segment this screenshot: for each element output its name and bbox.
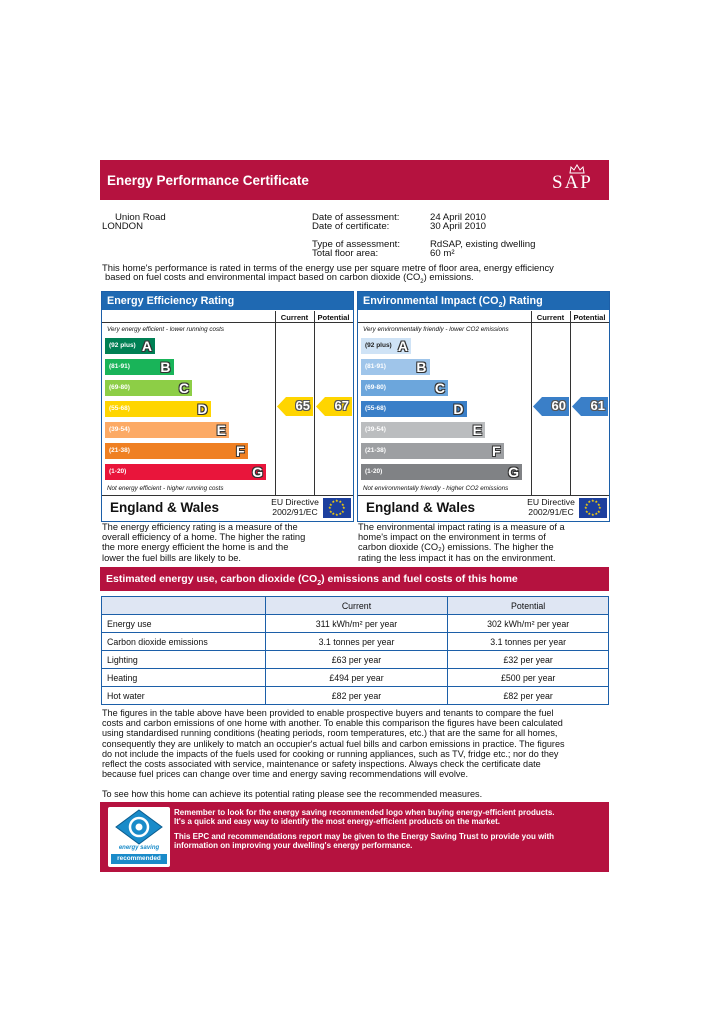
current-rating-arrow — [277, 397, 313, 416]
date-of-assessment-label: Date of assessment: — [312, 212, 400, 223]
footer-text-2 — [174, 832, 554, 850]
efficiency-desc-line: overall efficiency of a home. The higher the rating — [102, 532, 306, 543]
band-range: (1-20) — [365, 468, 383, 475]
efficiency-top-caption: Very energy efficient - lower running costs — [107, 326, 225, 333]
sap-logo — [552, 164, 604, 196]
band-letter: A — [397, 338, 408, 354]
band-range: (55-68) — [365, 405, 386, 412]
row-current: £63 per year — [265, 651, 448, 669]
energy-efficiency-panel — [101, 291, 354, 522]
sap-logo-text: SAP — [552, 172, 593, 193]
environmental-title-b: ) Rating — [502, 295, 543, 307]
row-current: £494 per year — [265, 669, 448, 687]
type-of-assessment-label: Type of assessment: — [312, 239, 400, 250]
table-row — [102, 669, 609, 687]
table-header — [102, 597, 266, 615]
date-of-certificate-value: 30 April 2010 — [430, 221, 487, 232]
explanation-line: because fuel prices can change over time and energy saving recommendations will evolve. — [102, 769, 468, 780]
footer-text-1 — [174, 808, 555, 826]
table-row — [102, 687, 609, 705]
row-potential: £82 per year — [448, 687, 609, 705]
rating-band-e — [105, 422, 229, 438]
band-letter: A — [141, 338, 152, 354]
band-letter: F — [491, 443, 501, 459]
estimate-banner-text — [106, 573, 518, 587]
rating-band-c — [361, 380, 448, 396]
band-letter: C — [178, 380, 189, 396]
energy-saving-swirl-icon — [110, 808, 168, 846]
efficiency-potential-header: Potential — [317, 313, 350, 322]
band-letter: G — [252, 464, 263, 480]
row-potential: £32 per year — [448, 651, 609, 669]
estimate-banner — [100, 567, 609, 591]
header-banner — [100, 160, 609, 200]
page-title: Energy Performance Certificate — [107, 173, 309, 188]
potential-note: To see how this home can achieve its potential rating please see the recommended measures. — [102, 789, 483, 799]
band-letter: G — [508, 464, 519, 480]
potential-rating-arrow — [572, 397, 608, 416]
band-letter: C — [434, 380, 445, 396]
environmental-region: England & Wales — [366, 500, 476, 515]
intro-line-2 — [105, 272, 474, 287]
footer-banner — [100, 802, 609, 872]
explanation-line: consequently they are unlikely to match an occupier's actual fuel bills and carbon emissions in practice. The figures — [102, 738, 565, 749]
efficiency-bottom-caption: Not energy efficient - higher running costs — [107, 485, 224, 492]
band-letter: E — [216, 422, 226, 438]
environmental-directive-line-1: EU Directive — [527, 497, 575, 507]
intro-co2-subscript: 2 — [420, 278, 424, 285]
explanation-line: reflect the costs associated with service, maintenance or safety inspections. Always check the certificate date — [102, 759, 541, 770]
table-row — [102, 651, 609, 669]
environmental-title-sub: 2 — [498, 302, 503, 310]
row-label: Carbon dioxide emissions — [102, 633, 266, 651]
eu-flag-icon: ★ ★ ★ ★ ★ ★ ★ ★ ★ ★ ★ ★ — [323, 498, 351, 518]
rating-band-d — [105, 401, 211, 417]
efficiency-desc-line: the more energy efficient the home is and the — [102, 542, 289, 553]
environment-desc-line: rating the less impact it has on the environment. — [358, 552, 556, 563]
environmental-impact-title — [358, 292, 609, 310]
table-row — [102, 633, 609, 651]
estimate-text-sub: 2 — [317, 580, 322, 588]
band-range: (21-38) — [109, 447, 130, 454]
rating-band-a — [105, 338, 155, 354]
efficiency-eu-directive — [268, 497, 322, 517]
estimate-text-b: ) emissions and fuel costs of this home — [321, 573, 518, 585]
rating-band-b — [105, 359, 174, 375]
table-row — [102, 615, 609, 633]
costs-table — [101, 596, 609, 705]
environment-desc-line: home's impact on the environment in terms of — [358, 532, 546, 543]
band-letter: E — [472, 422, 482, 438]
explanation-line: using standardised running conditions (heating periods, room temperatures, etc.) that are the same for all homes, — [102, 728, 558, 739]
efficiency-directive-line-2: 2002/91/EC — [272, 507, 318, 517]
address-line-2: LONDON — [102, 221, 144, 232]
table-header-row — [102, 597, 609, 615]
potential-rating-arrow — [316, 397, 352, 416]
band-range: (92 plus) — [365, 342, 392, 349]
intro-line-2b: ) emissions. — [423, 271, 474, 282]
environment-desc-line: carbon dioxide (CO₂) emissions. The higher the — [358, 542, 554, 553]
energy-saving-recommended-logo — [108, 807, 170, 867]
intro-line-1: This home's performance is rated in terms of the energy use per square metre of floor area, energy efficiency — [102, 262, 554, 273]
efficiency-region: England & Wales — [110, 500, 220, 515]
band-range: (39-54) — [365, 426, 386, 433]
rating-band-f — [361, 443, 504, 459]
explanation-line: The figures in the table above have been provided to enable prospective buyers and tenants to compare the fuel — [102, 708, 554, 718]
logo-line-1: energy saving — [118, 845, 160, 851]
row-current: 311 kWh/m² per year — [265, 615, 448, 633]
explanation-line: costs and carbon emissions of one home with another. To enable this comparison the figures have been calculated — [102, 718, 563, 729]
current-rating-value: 60 — [551, 398, 566, 413]
row-label: Energy use — [102, 615, 266, 633]
band-range: (69-80) — [109, 384, 130, 391]
table-header: Potential — [448, 597, 609, 615]
current-rating-value: 65 — [295, 398, 310, 413]
row-label: Lighting — [102, 651, 266, 669]
band-range: (81-91) — [109, 363, 130, 370]
row-current: 3.1 tonnes per year — [265, 633, 448, 651]
potential-rating-value: 67 — [334, 398, 349, 413]
footer-text-1a: Remember to look for the energy saving recommended logo when buying energy-efficient products. — [174, 808, 555, 817]
efficiency-current-header: Current — [280, 313, 309, 322]
explanation-line: do not include the impacts of the fuels used for cooking or running appliances, such as TV, fridge etc.; nor do they — [102, 748, 559, 759]
rating-band-f — [105, 443, 248, 459]
environment-description — [358, 522, 565, 563]
estimate-text-a: Estimated energy use, carbon dioxide (CO — [106, 573, 318, 585]
rating-band-a — [361, 338, 411, 354]
band-letter: B — [160, 359, 171, 375]
rating-band-e — [361, 422, 485, 438]
row-potential: £500 per year — [448, 669, 609, 687]
band-range: (81-91) — [365, 363, 386, 370]
efficiency-desc-line: lower the fuel bills are likely to be. — [102, 552, 242, 563]
row-label: Hot water — [102, 687, 266, 705]
band-letter: D — [197, 401, 208, 417]
environmental-top-caption: Very environmentally friendly - lower CO2 emissions — [363, 326, 509, 333]
energy-efficiency-title: Energy Efficiency Rating — [102, 292, 353, 310]
table-header: Current — [265, 597, 448, 615]
band-range: (21-38) — [365, 447, 386, 454]
efficiency-directive-line-1: EU Directive — [271, 497, 319, 507]
intro-line-2a: based on fuel costs and environmental impact based on carbon dioxide (CO — [105, 271, 421, 282]
row-label: Heating — [102, 669, 266, 687]
band-range: (1-20) — [109, 468, 127, 475]
rating-band-c — [105, 380, 192, 396]
row-current: £82 per year — [265, 687, 448, 705]
logo-line-2: recommended — [111, 854, 167, 864]
band-letter: B — [416, 359, 427, 375]
efficiency-desc-line: The energy efficiency rating is a measure of the — [102, 522, 298, 532]
current-rating-arrow — [533, 397, 569, 416]
environment-desc-line: The environmental impact rating is a measure of a — [358, 522, 565, 532]
environmental-title-a: Environmental Impact (CO — [363, 295, 499, 307]
potential-rating-value: 61 — [590, 398, 605, 413]
band-range: (92 plus) — [109, 342, 136, 349]
environmental-impact-panel — [357, 291, 610, 522]
band-range: (69-80) — [365, 384, 386, 391]
type-of-assessment-value: RdSAP, existing dwelling — [430, 239, 536, 250]
environmental-eu-directive — [524, 497, 578, 517]
rating-band-d — [361, 401, 467, 417]
eu-flag-icon: ★ ★ ★ ★ ★ ★ ★ ★ ★ ★ ★ ★ — [579, 498, 607, 518]
rating-band-g — [105, 464, 266, 480]
row-potential: 302 kWh/m² per year — [448, 615, 609, 633]
band-letter: F — [235, 443, 245, 459]
floor-area-label: Total floor area: — [312, 248, 379, 259]
rating-band-b — [361, 359, 430, 375]
footer-text-2a: This EPC and recommendations report may be given to the Energy Saving Trust to provide you with — [174, 832, 555, 841]
band-letter: D — [453, 401, 464, 417]
band-range: (55-68) — [109, 405, 130, 412]
date-of-certificate-label: Date of certificate: — [312, 221, 390, 232]
band-range: (39-54) — [109, 426, 130, 433]
address-line-1: Union Road — [115, 212, 166, 223]
explanation-paragraph — [102, 708, 565, 779]
footer-text-1b: It's a quick and easy way to identify the most energy-efficient products on the market. — [174, 817, 500, 826]
environmental-bottom-caption: Not environmentally friendly - higher CO2 emissions — [363, 485, 509, 492]
floor-area-value: 60 m² — [430, 248, 455, 259]
row-potential: 3.1 tonnes per year — [448, 633, 609, 651]
environmental-current-header: Current — [536, 313, 565, 322]
footer-text-2b: information on improving your dwelling's energy performance. — [174, 841, 413, 850]
rating-band-g — [361, 464, 522, 480]
environmental-potential-header: Potential — [573, 313, 606, 322]
date-of-assessment-value: 24 April 2010 — [430, 212, 487, 223]
environmental-directive-line-2: 2002/91/EC — [528, 507, 574, 517]
efficiency-description — [102, 522, 305, 563]
